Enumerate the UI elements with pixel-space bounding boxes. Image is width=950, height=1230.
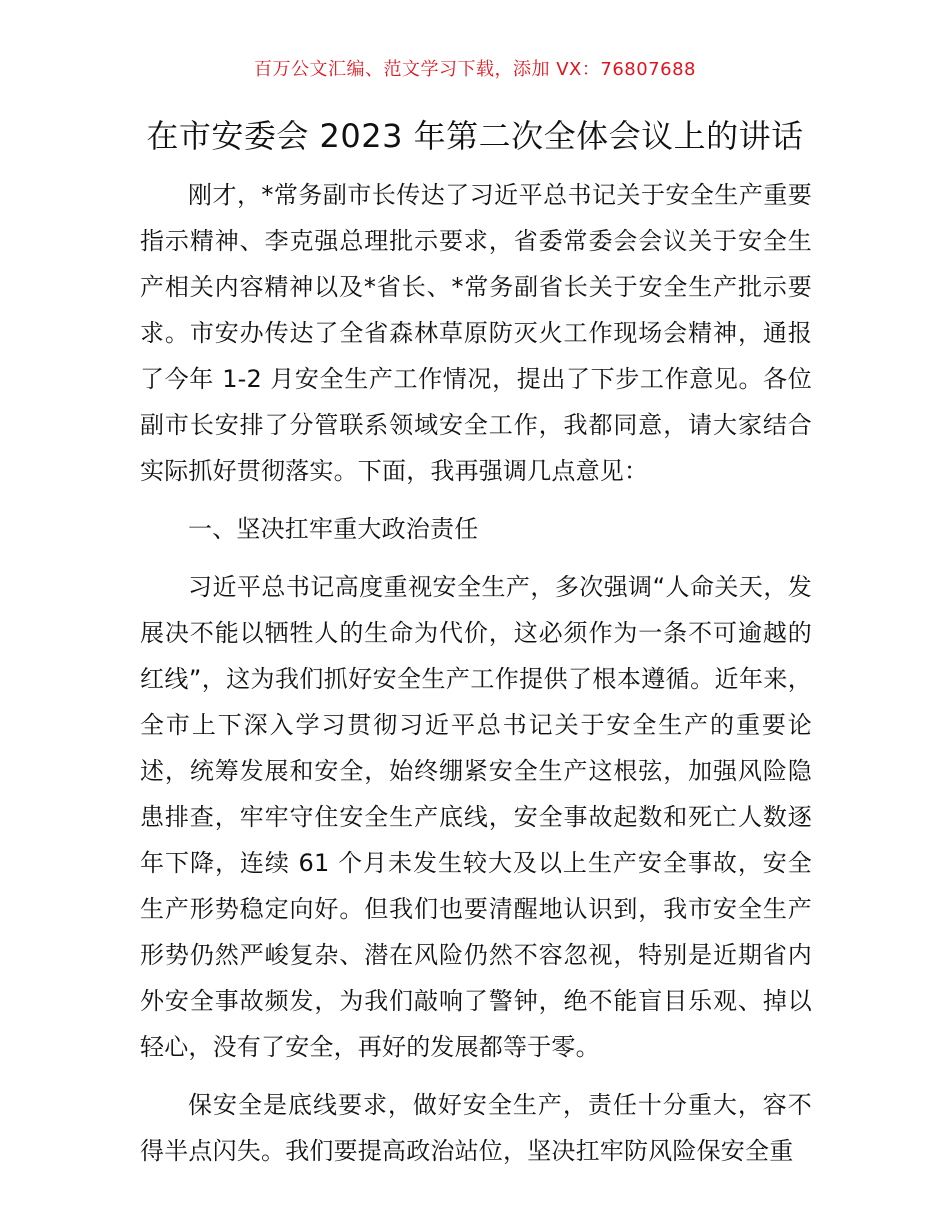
- paragraph-opening: 刚才，*常务副市长传达了习近平总书记关于安全生产重要指示精神、李克强总理批示要求，省委常委会会议关于安全生产相关内容精神以及*省长、*常务副省长关于安全生产批示要求。市安办传达了全省森林草原防灭火工作现场会精神，通报了今年 1-2 月安全生产工作情况，提出了下步工作意见。各位副市长安排了分管联系领域安全工作，我都同意，请大家结合实际抓好贯彻落实。下面，我再强调几点意见：: [140, 181, 812, 485]
- paragraph-responsibility: 保安全是底线要求，做好安全生产，责任十分重大，容不得半点闪失。我们要提高政治站位，坚决扛牢防风险保安全重: [140, 1091, 812, 1165]
- section-heading-1: 一、坚决扛牢重大政治责任: [188, 515, 479, 543]
- document-title: 在市安委会 2023 年第二次全体会议上的讲话: [146, 117, 804, 155]
- download-notice: 百万公文汇编、范文学习下载，添加 VX：76807688: [254, 59, 696, 80]
- paragraph-section-1: 习近平总书记高度重视安全生产，多次强调“人命关天，发展决不能以牺牲人的生命为代价，这必须作为一条不可逾越的红线”，这为我们抓好安全生产工作提供了根本遵循。近年来，全市上下深入学习贯彻习近平总书记关于安全生产的重要论述，统筹发展和安全，始终绷紧安全生产这根弦，加强风险隐患排查，牢牢守住安全生产底线，安全事故起数和死亡人数逐年下降，连续 61 个月未发生较大及以上生产安全事故，安全生产形势稳定向好。但我们也要清醒地认识到，我市安全生产形势仍然严峻复杂、潜在风险仍然不容忽视，特别是近期省内外安全事故频发，为我们敲响了警钟，绝不能盲目乐观、掉以轻心，没有了安全，再好的发展都等于零。: [140, 573, 812, 1061]
- document-body: [140, 172, 812, 1174]
